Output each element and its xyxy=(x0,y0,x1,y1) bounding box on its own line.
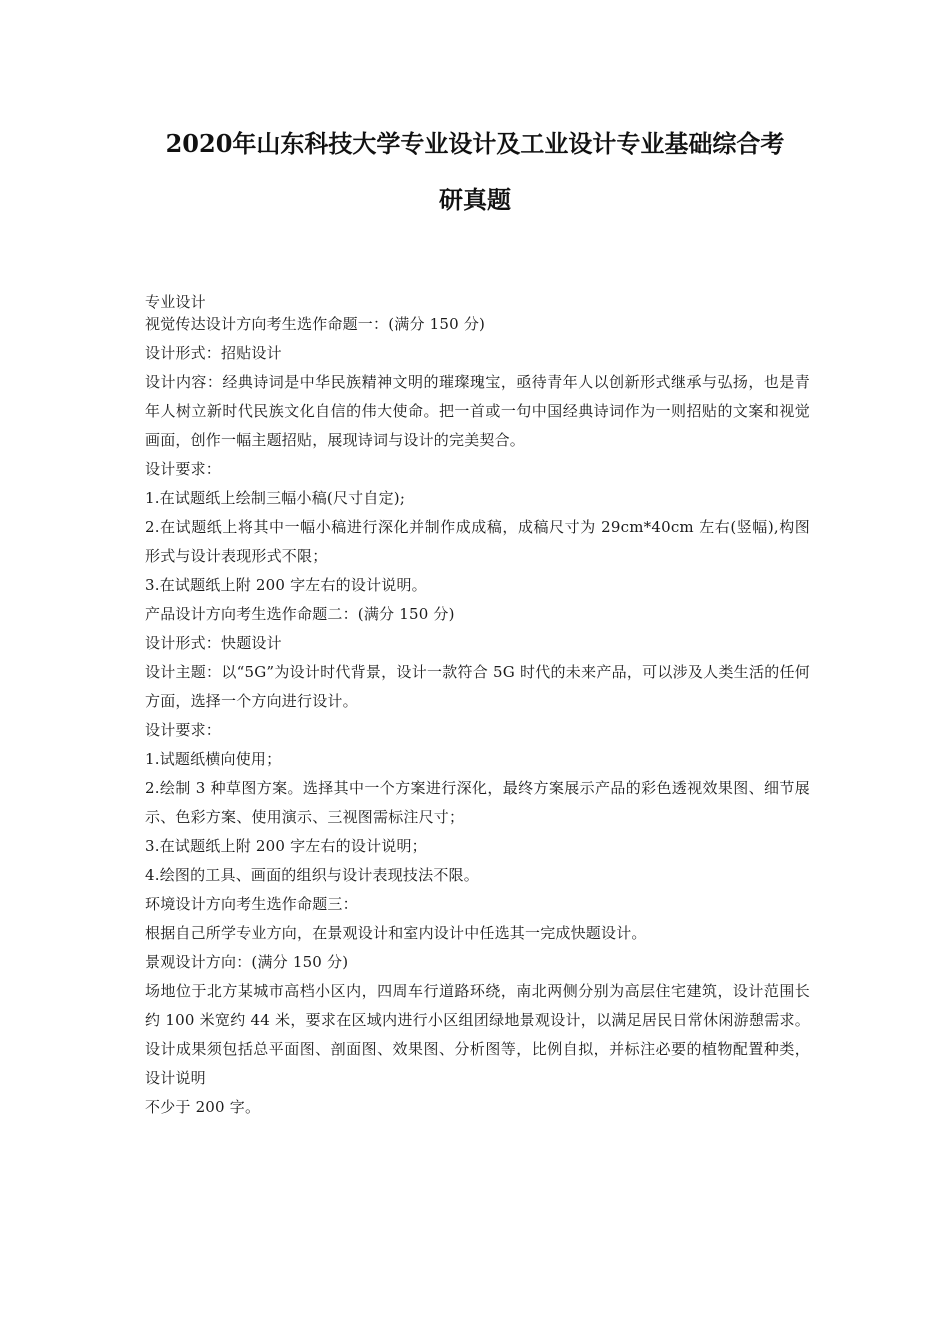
list-item: 3.在试题纸上附 200 字左右的设计说明； xyxy=(145,837,427,855)
question-heading: 视觉传达设计方向考生选作命题一：(满分 150 分) xyxy=(145,315,486,333)
paragraph: 设计形式：招贴设计 xyxy=(145,344,282,362)
paragraph: 场地位于北方某城市高档小区内，四周车行道路环绕，南北两侧分别为高层住宅建筑，设计范围长约 100 米宽约 44 米，要求在区域内进行小区组团绿地景观设计，以满足居民日常休闲游憩需求。设计成果须包括总平面图、剖面图、效果图、分析图等，比例自拟，并标注必要的植物配置种类，设计说明 xyxy=(145,982,810,1087)
list-item: 1.试题纸横向使用； xyxy=(145,750,282,768)
paragraph: 设计内容：经典诗词是中华民族精神文明的璀璨瑰宝，亟待青年人以创新形式继承与弘扬，也是青年人树立新时代民族文化自信的伟大使命。把一首或一句中国经典诗词作为一则招贴的文案和视觉画面，创作一幅主题招贴，展现诗词与设计的完美契合。 xyxy=(145,373,810,449)
question-heading: 产品设计方向考生选作命题二：(满分 150 分) xyxy=(145,605,455,623)
list-item: 3.在试题纸上附 200 字左右的设计说明。 xyxy=(145,576,427,594)
paragraph: 设计形式：快题设计 xyxy=(145,634,282,652)
paragraph: 设计主题：以“5G”为设计时代背景，设计一款符合 5G 时代的未来产品，可以涉及人类生活的任何方面，选择一个方向进行设计。 xyxy=(145,663,810,710)
title-line-1: 2020年山东科技大学专业设计及工业设计专业基础综合考 xyxy=(165,129,785,158)
paragraph: 不少于 200 字。 xyxy=(145,1098,261,1116)
question-heading: 环境设计方向考生选作命题三： xyxy=(145,895,358,913)
paragraph: 设计要求： xyxy=(145,721,222,739)
document-title xyxy=(120,116,830,228)
list-item: 4.绘图的工具、画面的组织与设计表现技法不限。 xyxy=(145,866,479,884)
list-item: 2.在试题纸上将其中一幅小稿进行深化并制作成成稿，成稿尺寸为 29cm*40cm 左右(竖幅),构图形式与设计表现形式不限； xyxy=(145,518,810,565)
list-item: 2.绘制 3 种草图方案。选择其中一个方案进行深化，最终方案展示产品的彩色透视效果图、细节展示、色彩方案、使用演示、三视图需标注尺寸； xyxy=(145,779,810,826)
paragraph: 设计要求： xyxy=(145,460,222,478)
paragraph: 景观设计方向：(满分 150 分) xyxy=(145,953,349,971)
title-line-2: 研真题 xyxy=(439,185,511,214)
paragraph: 根据自己所学专业方向，在景观设计和室内设计中任选其一完成快题设计。 xyxy=(145,924,647,942)
document-body xyxy=(145,291,810,1122)
section-heading: 专业设计 xyxy=(145,293,206,311)
list-item: 1.在试题纸上绘制三幅小稿(尺寸自定); xyxy=(145,489,406,507)
